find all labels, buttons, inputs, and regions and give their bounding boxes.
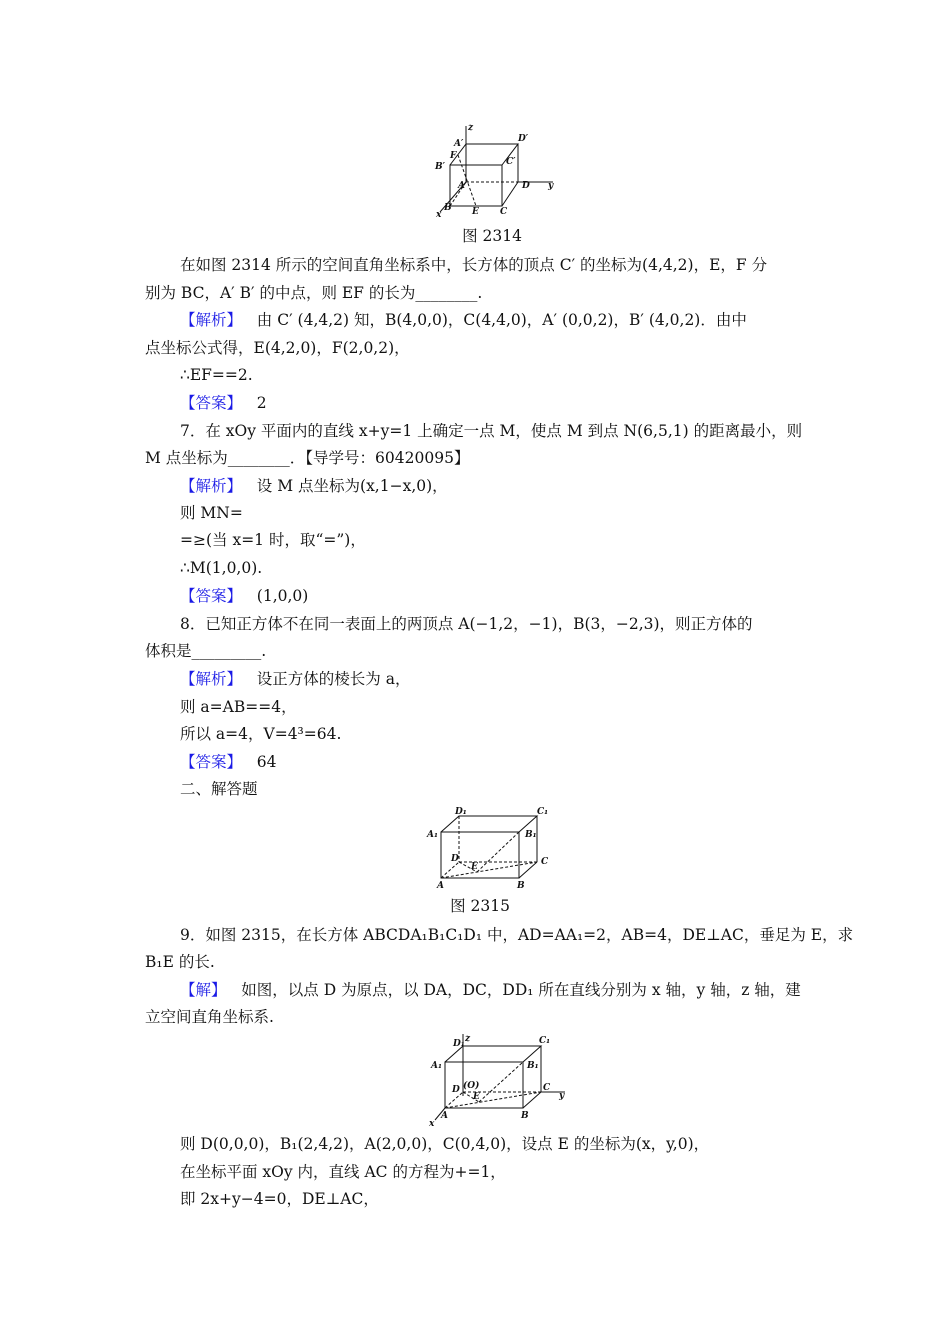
q8-line-2: 体积是_________.	[145, 642, 267, 660]
answer-tag: 【答案】	[180, 587, 243, 605]
q6-line-2: 别为 BC，A′ B′ 的中点，则 EF 的长为________.	[145, 284, 483, 302]
label-C: C	[543, 1083, 551, 1093]
figure-2315-caption: 图 2315	[450, 897, 510, 915]
q9-solution-line-1: 则 D(0,0,0)，B₁(2,4,2)，A(2,0,0)，C(0,4,0)，设点 E 的坐标为(x，y,0)，	[180, 1135, 710, 1153]
label-B: B	[521, 1111, 529, 1121]
label-E: E	[472, 207, 479, 217]
label-C: C	[541, 857, 549, 867]
label-x: x	[436, 210, 442, 218]
q6-answer-value: 2	[256, 394, 267, 412]
label-C-prime: C′	[506, 157, 516, 167]
label-A: A	[441, 1111, 448, 1121]
answer-tag: 【答案】	[180, 753, 243, 771]
label-A: A	[458, 181, 465, 191]
label-F: F	[450, 151, 457, 161]
label-D: D	[452, 1085, 460, 1095]
label-C: C	[500, 207, 508, 217]
label-D: D	[522, 181, 530, 191]
q7-line-2: M 点坐标为________．【导学号：60420095】	[145, 449, 470, 467]
q9-jie-line-2: 立空间直角坐标系.	[145, 1008, 274, 1026]
q8-jiexi-line-2: 则 a=AB==4，	[180, 698, 297, 716]
q8-jiexi-text: 设正方体的棱长为 a，	[256, 670, 411, 688]
label-E: E	[471, 862, 478, 872]
figure-2314	[428, 122, 558, 218]
q7-answer-value: (1,0,0)	[256, 587, 309, 605]
q8-answer	[180, 751, 277, 773]
label-D1: D₁	[455, 807, 467, 817]
q9-solution-line-2: 在坐标平面 xOy 内，直线 AC 的方程为+=1，	[180, 1163, 506, 1181]
label-D1: D₁	[453, 1039, 465, 1049]
jiexi-tag: 【解析】	[180, 311, 243, 329]
q8-jiexi-line-1	[180, 668, 410, 690]
label-y: y	[548, 181, 554, 191]
label-D-prime: D′	[518, 134, 529, 144]
figure-2315	[425, 806, 565, 892]
q6-jiexi-line-3: ∴EF==2.	[180, 366, 253, 384]
jiexi-tag: 【解析】	[180, 477, 243, 495]
q8-answer-value: 64	[256, 753, 277, 771]
label-z: z	[465, 1034, 471, 1044]
label-C1: C₁	[539, 1036, 551, 1046]
section-heading: 二、解答题	[180, 780, 258, 798]
q9-jie-line-1	[180, 979, 801, 1001]
q6-line-1: 在如图 2314 所示的空间直角坐标系中，长方体的顶点 C′ 的坐标为(4,4,2)，E，F 分	[180, 256, 768, 274]
label-C1: C₁	[537, 807, 549, 817]
q9-line-1: 9．如图 2315，在长方体 ABCDA₁B₁C₁D₁ 中，AD=AA₁=2，AB=4，DE⊥AC，垂足为 E，求	[180, 926, 854, 944]
label-D: D	[451, 854, 459, 864]
q7-jiexi-line-4: ∴M(1,0,0).	[180, 559, 263, 577]
q6-answer	[180, 392, 267, 414]
label-origin: (O)	[463, 1081, 480, 1091]
q9-line-2: B₁E 的长.	[145, 953, 215, 971]
q7-jiexi-line-3: =≥(当 x=1 时，取“=”)，	[180, 531, 366, 549]
q9-solution-line-3: 即 2x+y−4=0，DE⊥AC，	[180, 1190, 379, 1208]
answer-tag: 【答案】	[180, 394, 243, 412]
label-A1: A₁	[431, 1061, 442, 1071]
q8-jiexi-line-3: 所以 a=4，V=4³=64.	[180, 725, 342, 743]
figure-coordinate-system	[425, 1032, 570, 1128]
label-y: y	[559, 1091, 565, 1101]
q7-answer	[180, 585, 308, 607]
label-z: z	[468, 123, 474, 133]
q6-jiexi-line-1	[180, 309, 747, 331]
label-B1: B₁	[525, 830, 537, 840]
q6-jiexi-line-2: 点坐标公式得，E(4,2,0)，F(2,0,2)，	[145, 339, 410, 357]
figure-2314-caption: 图 2314	[462, 227, 522, 245]
q7-line-1: 7．在 xOy 平面内的直线 x+y=1 上确定一点 M，使点 M 到点 N(6,5,1) 的距离最小，则	[180, 422, 803, 440]
label-B: B	[444, 203, 452, 213]
q8-line-1: 8．已知正方体不在同一表面上的两顶点 A(−1,2，−1)，B(3，−2,3)，则正方体的	[180, 615, 753, 633]
label-B-prime: B′	[435, 162, 445, 172]
jie-tag: 【解】	[180, 981, 227, 999]
q7-jiexi-line-2: 则 MN=	[180, 504, 243, 522]
label-A-prime: A′	[454, 139, 464, 149]
label-A: A	[437, 881, 444, 891]
q9-jie-text: 如图，以点 D 为原点，以 DA，DC，DD₁ 所在直线分别为 x 轴，y 轴，z 轴，建	[241, 981, 801, 999]
label-A1: A₁	[427, 830, 438, 840]
q6-jiexi-text: 由 C′ (4,4,2) 知，B(4,0,0)，C(4,4,0)，A′ (0,0,2)，B′ (4,0,2)．由中	[256, 311, 747, 329]
q7-jiexi-text: 设 M 点坐标为(x,1−x,0)，	[256, 477, 448, 495]
q7-jiexi-line-1	[180, 475, 448, 497]
label-x: x	[429, 1119, 435, 1128]
label-B: B	[517, 881, 525, 891]
label-E: E	[473, 1092, 480, 1102]
label-B1: B₁	[527, 1061, 539, 1071]
jiexi-tag: 【解析】	[180, 670, 243, 688]
